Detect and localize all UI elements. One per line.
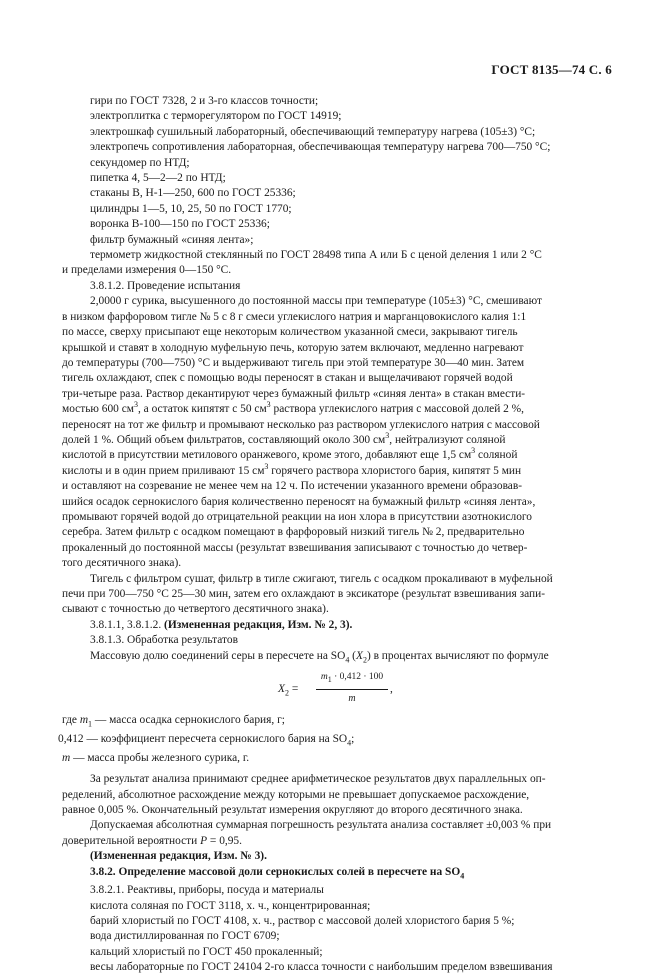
- paragraph-calcination: [62, 572, 599, 618]
- formula-equals: =: [288, 683, 299, 696]
- list-item: воронка В-100—150 по ГОСТ 25336;: [90, 218, 270, 231]
- text-line: [62, 834, 599, 849]
- text-line: печи при 700—750 °С 25—30 мин, затем его охлаждают в эксикаторе (результат взвешивания запи-: [62, 588, 545, 600]
- text-span: кислоты и в один прием приливают 15 см: [62, 464, 265, 477]
- page-header: ГОСТ 8135—74 С. 6: [491, 62, 612, 77]
- text-line: [62, 433, 599, 448]
- where-text-end: ;: [351, 733, 355, 745]
- list-item: фильтр бумажный «синяя лента»;: [90, 233, 254, 246]
- subscript: 4: [345, 654, 350, 664]
- list-item-thermometer: термометр жидкостной стеклянный по ГОСТ 28498 типа А или Б с ценой деления 1 или 2 °С: [90, 249, 542, 262]
- formula-lhs-symbol: X: [278, 683, 285, 696]
- list-item: барий хлористый по ГОСТ 4108, х. ч., раствор с массовой долей хлористого бария 5 %;: [90, 915, 515, 928]
- section-heading-3821: 3.8.2.1. Реактивы, приборы, посуда и материалы: [90, 884, 324, 897]
- text-span: соляной: [475, 449, 518, 462]
- where-block: [58, 713, 599, 766]
- text-line: ределений, абсолютное расхождение между которыми не превышает допускаемое расхождение,: [62, 788, 530, 801]
- formula: [62, 669, 599, 711]
- list-item: весы лабораторные по ГОСТ 24104 2-го класса точности с наибольшим пределом взвешивания: [90, 961, 553, 974]
- text-line: того десятичного знака).: [62, 557, 182, 570]
- subscript: 4: [460, 870, 465, 880]
- calc-intro: [62, 649, 599, 668]
- list-item: электрошкаф сушильный лабораторный, обеспечивающий температуру нагрева (105±3) °С;: [90, 125, 536, 138]
- text-span: долей 1 %. Общий объем фильтратов, составляющий около 300 см: [62, 433, 386, 446]
- subscript: 4: [347, 738, 352, 748]
- formula-num-sub: 1: [327, 675, 332, 685]
- text-span: доверительной вероятности: [62, 834, 201, 847]
- text-span: ) в процентах вычисляют по формуле: [366, 649, 549, 662]
- where-line: [62, 751, 599, 766]
- text-span: раствора углекислого натрия с массовой долей 2 %,: [270, 403, 525, 416]
- section-heading-382: [62, 865, 599, 884]
- superscript: 3: [264, 461, 269, 471]
- where-text: — коэффициент пересчета сернокислого бария на SO: [83, 733, 348, 745]
- list-item-thermometer-cont: и пределами измерения 0—150 °С.: [62, 264, 232, 277]
- reagents-list: [62, 899, 599, 976]
- edition-note-bold: (Измененная редакция, Изм. № 2, 3).: [164, 618, 353, 631]
- text-line: За результат анализа принимают среднее арифметическое результатов двух параллельных оп-: [90, 773, 546, 786]
- where-symbol: m: [62, 751, 71, 764]
- edition-note: (Измененная редакция, Изм. № 3).: [90, 850, 267, 863]
- equipment-list: [62, 94, 599, 279]
- symbol-x: X: [355, 649, 363, 662]
- list-item: секундомер по НТД;: [90, 156, 190, 169]
- where-text: — масса осадка сернокислого бария, г;: [92, 714, 285, 727]
- text-line: шийся осадок сернокислого бария количественно переносят на бумажный фильтр «синяя лента»,: [62, 495, 536, 508]
- formula-denominator: m: [348, 692, 356, 704]
- superscript: 3: [471, 446, 476, 456]
- formula-lhs-sub: 2: [284, 688, 289, 698]
- section-heading-3813: 3.8.1.3. Обработка результатов: [90, 634, 238, 647]
- text-line: [62, 461, 599, 479]
- text-line: в низком фарфоровом тигле № 5 с 8 г смеси углекислого натрия и марганцовокислого калия 1:1: [62, 310, 527, 323]
- text-line: Допускаемая абсолютная суммарная погрешность результата анализа составляет ±0,003 % при: [90, 819, 552, 832]
- edition-note-prefix: 3.8.1.1, 3.8.1.2.: [90, 618, 165, 631]
- text-line: сывают с точностью до четвертого десятичного знака).: [62, 603, 329, 616]
- text-line: серебра. Затем фильтр с осадком помещают в фарфоровый низкий тигель № 2, предварительно: [62, 526, 525, 539]
- list-item: кислота соляная по ГОСТ 3118, х. ч., концентрированная;: [90, 899, 371, 912]
- list-item: электропечь сопротивления лабораторная, обеспечивающая температуру нагрева 700—750 °С;: [90, 141, 551, 154]
- formula-num-symbol: m: [320, 672, 328, 683]
- text-span: = 0,95.: [207, 834, 242, 847]
- paragraph-procedure: [62, 294, 599, 571]
- superscript: 3: [385, 431, 390, 441]
- subscript: 2: [362, 654, 367, 664]
- list-item: кальций хлористый по ГОСТ 450 прокаленный;: [90, 945, 323, 958]
- superscript: 3: [133, 400, 138, 410]
- formula-tail: ,: [390, 683, 393, 696]
- list-item: гири по ГОСТ 7328, 2 и 3-го классов точности;: [90, 95, 319, 107]
- text-span: , нейтрализуют соляной: [389, 433, 506, 446]
- text-line: Тигель с фильтром сушат, фильтр в тигле сжигают, тигель с осадком прокаливают в муфельной: [90, 572, 553, 585]
- text-line: до температуры (700—750) °С и выдерживают тигель при этой температуре 30—40 мин. Затем: [62, 356, 525, 369]
- text-line: 2,0000 г сурика, высушенного до постоянной массы при температуре (105±3) °С, смешивают: [90, 295, 542, 308]
- symbol-p: P: [200, 834, 208, 847]
- where-symbol: 0,412: [58, 733, 84, 745]
- text-line: промывают горячей водой до отрицательной реакции на ион хлора в присутствии азотнокислого: [62, 510, 532, 523]
- formula-num-rest: · 0,412 · 100: [331, 672, 384, 683]
- section-heading-3812: 3.8.1.2. Проведение испытания: [90, 279, 241, 292]
- text-line: и оставляют на созревание не менее чем на 12 ч. По истечении указанного времени образовав-: [62, 480, 523, 493]
- formula-numerator: [316, 670, 388, 689]
- text-line: переносят на тот же фильтр и промывают несколько раз раствором углекислого натрия с массовой: [62, 418, 540, 431]
- text-line: три-четыре раза. Раствор декантируют через бумажный фильтр «синяя лента» в стакан вмести-: [62, 387, 526, 400]
- list-item: стаканы В, Н-1—250, 600 по ГОСТ 25336;: [90, 187, 296, 200]
- text-line: равное 0,005 %. Окончательный результат измерения округляют до второго десятичного знака.: [62, 803, 523, 816]
- list-item: пипетка 4, 5—2—2 по НТД;: [90, 172, 226, 185]
- paragraph-result: [62, 772, 599, 818]
- section-heading-text: 3.8.2. Определение массовой доли сернокислых солей в пересчете на SO: [90, 865, 461, 878]
- text-line: крышкой и ставят в холодную муфельную печь, которую затем включают, медленно нагревают: [62, 341, 524, 354]
- text-line: [62, 448, 599, 463]
- paragraph-error: [62, 818, 599, 849]
- document-body: [58, 94, 599, 976]
- where-line: [62, 713, 599, 732]
- subscript: 1: [88, 719, 93, 729]
- text-line: прокаленный до постоянной массы (результат взвешивания записывают с точностью до четвер-: [62, 541, 528, 554]
- where-prefix: где: [62, 714, 80, 727]
- list-item: электроплитка с терморегулятором по ГОСТ 14919;: [90, 110, 342, 123]
- where-text: — масса пробы железного сурика, г.: [70, 751, 250, 764]
- text-span: , а остаток кипятят с 50 см: [137, 403, 267, 416]
- list-item: цилиндры 1—5, 10, 25, 50 по ГОСТ 1770;: [90, 202, 292, 215]
- where-symbol: m: [79, 714, 89, 727]
- text-span: Массовую долю соединений серы в пересчете на SO: [90, 649, 346, 662]
- text-span: (: [349, 649, 356, 662]
- formula-lhs: [278, 682, 298, 701]
- formula-fraction: [316, 670, 388, 706]
- text-span: кислотой в присутствии метилового оранжевого, кроме этого, добавляют еще 1,5 см: [62, 449, 472, 462]
- text-span: мостью 600 см: [62, 403, 134, 416]
- list-item: вода дистиллированная по ГОСТ 6709;: [90, 930, 280, 943]
- where-line: [58, 732, 599, 751]
- edition-note: [62, 618, 599, 633]
- text-line: по массе, сверху присыпают еще некоторым количеством указанной смеси, закрывают тигель: [62, 326, 518, 339]
- superscript: 3: [266, 400, 271, 410]
- text-span: горячего раствора хлористого бария, кипятят 5 мин: [268, 464, 522, 477]
- text-line: тигель охлаждают, спек с помощью воды переносят в стакан и выщелачивают горячей водой: [62, 372, 513, 385]
- text-line: [62, 402, 599, 417]
